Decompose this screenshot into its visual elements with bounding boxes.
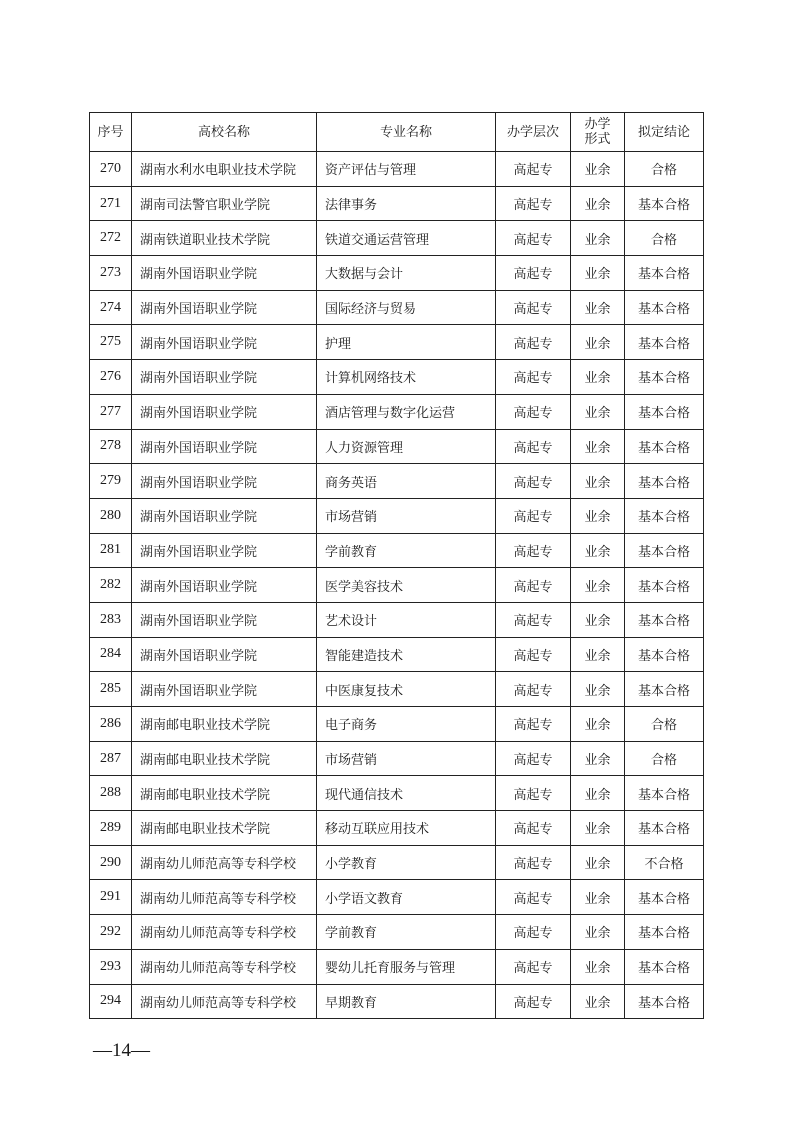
- cell-mode: 业余: [571, 845, 625, 880]
- cell-level: 高起专: [496, 845, 571, 880]
- cell-school: 湖南邮电职业技术学院: [132, 741, 317, 776]
- cell-index: 292: [90, 915, 132, 950]
- cell-major: 酒店管理与数字化运营: [317, 394, 496, 429]
- cell-conclusion: 基本合格: [625, 498, 704, 533]
- cell-conclusion: 基本合格: [625, 915, 704, 950]
- cell-level: 高起专: [496, 186, 571, 221]
- cell-school: 湖南铁道职业技术学院: [132, 221, 317, 256]
- cell-major: 小学语文教育: [317, 880, 496, 915]
- cell-major: 法律事务: [317, 186, 496, 221]
- cell-major: 市场营销: [317, 498, 496, 533]
- cell-index: 284: [90, 637, 132, 672]
- table-row: [90, 360, 704, 395]
- table-body: [90, 152, 704, 1019]
- cell-mode: 业余: [571, 429, 625, 464]
- table-row: [90, 290, 704, 325]
- cell-mode: 业余: [571, 880, 625, 915]
- cell-conclusion: 基本合格: [625, 602, 704, 637]
- cell-level: 高起专: [496, 776, 571, 811]
- cell-conclusion: 基本合格: [625, 290, 704, 325]
- cell-level: 高起专: [496, 498, 571, 533]
- header-mode-line2: 形式: [584, 132, 611, 147]
- cell-conclusion: 基本合格: [625, 533, 704, 568]
- cell-school: 湖南外国语职业学院: [132, 637, 317, 672]
- cell-mode: 业余: [571, 360, 625, 395]
- cell-index: 288: [90, 776, 132, 811]
- cell-level: 高起专: [496, 221, 571, 256]
- cell-school: 湖南外国语职业学院: [132, 325, 317, 360]
- cell-level: 高起专: [496, 672, 571, 707]
- header-conclusion: 拟定结论: [625, 113, 704, 152]
- cell-major: 智能建造技术: [317, 637, 496, 672]
- cell-mode: 业余: [571, 672, 625, 707]
- cell-index: 291: [90, 880, 132, 915]
- cell-school: 湖南外国语职业学院: [132, 533, 317, 568]
- cell-major: 计算机网络技术: [317, 360, 496, 395]
- cell-major: 早期教育: [317, 984, 496, 1019]
- table-row: [90, 811, 704, 846]
- cell-index: 282: [90, 568, 132, 603]
- cell-index: 280: [90, 498, 132, 533]
- cell-mode: 业余: [571, 707, 625, 742]
- cell-conclusion: 基本合格: [625, 811, 704, 846]
- cell-conclusion: 不合格: [625, 845, 704, 880]
- cell-level: 高起专: [496, 325, 571, 360]
- cell-index: 283: [90, 602, 132, 637]
- cell-level: 高起专: [496, 984, 571, 1019]
- cell-mode: 业余: [571, 533, 625, 568]
- cell-level: 高起专: [496, 915, 571, 950]
- cell-conclusion: 基本合格: [625, 672, 704, 707]
- cell-index: 275: [90, 325, 132, 360]
- table-row: [90, 186, 704, 221]
- cell-mode: 业余: [571, 776, 625, 811]
- cell-school: 湖南幼儿师范高等专科学校: [132, 949, 317, 984]
- cell-level: 高起专: [496, 741, 571, 776]
- cell-conclusion: 基本合格: [625, 186, 704, 221]
- cell-major: 医学美容技术: [317, 568, 496, 603]
- cell-major: 学前教育: [317, 533, 496, 568]
- cell-mode: 业余: [571, 256, 625, 291]
- cell-major: 人力资源管理: [317, 429, 496, 464]
- cell-index: 286: [90, 707, 132, 742]
- cell-conclusion: 基本合格: [625, 949, 704, 984]
- cell-conclusion: 基本合格: [625, 637, 704, 672]
- cell-major: 电子商务: [317, 707, 496, 742]
- cell-mode: 业余: [571, 290, 625, 325]
- cell-mode: 业余: [571, 325, 625, 360]
- cell-school: 湖南幼儿师范高等专科学校: [132, 845, 317, 880]
- cell-major: 护理: [317, 325, 496, 360]
- cell-index: 285: [90, 672, 132, 707]
- cell-index: 276: [90, 360, 132, 395]
- cell-major: 大数据与会计: [317, 256, 496, 291]
- evaluation-results-table: [89, 112, 704, 1019]
- cell-conclusion: 合格: [625, 741, 704, 776]
- cell-school: 湖南外国语职业学院: [132, 360, 317, 395]
- table-row: [90, 256, 704, 291]
- cell-mode: 业余: [571, 984, 625, 1019]
- table-row: [90, 637, 704, 672]
- table-row: [90, 394, 704, 429]
- table-row: [90, 845, 704, 880]
- cell-school: 湖南外国语职业学院: [132, 568, 317, 603]
- cell-mode: 业余: [571, 221, 625, 256]
- cell-index: 278: [90, 429, 132, 464]
- header-mode-line1: 办学: [584, 117, 611, 132]
- cell-major: 移动互联应用技术: [317, 811, 496, 846]
- cell-conclusion: 合格: [625, 707, 704, 742]
- cell-index: 294: [90, 984, 132, 1019]
- cell-index: 271: [90, 186, 132, 221]
- cell-level: 高起专: [496, 949, 571, 984]
- cell-level: 高起专: [496, 256, 571, 291]
- cell-conclusion: 基本合格: [625, 776, 704, 811]
- cell-major: 婴幼儿托育服务与管理: [317, 949, 496, 984]
- table-row: [90, 325, 704, 360]
- cell-conclusion: 合格: [625, 152, 704, 187]
- cell-conclusion: 基本合格: [625, 429, 704, 464]
- table-row: [90, 221, 704, 256]
- table-row: [90, 152, 704, 187]
- cell-level: 高起专: [496, 533, 571, 568]
- cell-conclusion: 基本合格: [625, 256, 704, 291]
- cell-mode: 业余: [571, 949, 625, 984]
- table-row: [90, 949, 704, 984]
- cell-mode: 业余: [571, 152, 625, 187]
- cell-major: 艺术设计: [317, 602, 496, 637]
- cell-school: 湖南外国语职业学院: [132, 256, 317, 291]
- cell-index: 270: [90, 152, 132, 187]
- cell-index: 274: [90, 290, 132, 325]
- cell-mode: 业余: [571, 741, 625, 776]
- cell-major: 市场营销: [317, 741, 496, 776]
- cell-index: 279: [90, 464, 132, 499]
- table-row: [90, 602, 704, 637]
- cell-index: 272: [90, 221, 132, 256]
- table-row: [90, 741, 704, 776]
- cell-conclusion: 基本合格: [625, 325, 704, 360]
- cell-mode: 业余: [571, 464, 625, 499]
- table-row: [90, 880, 704, 915]
- cell-mode: 业余: [571, 637, 625, 672]
- table-row: [90, 429, 704, 464]
- cell-level: 高起专: [496, 394, 571, 429]
- cell-school: 湖南外国语职业学院: [132, 290, 317, 325]
- cell-level: 高起专: [496, 707, 571, 742]
- header-index: 序号: [90, 113, 132, 152]
- cell-conclusion: 基本合格: [625, 360, 704, 395]
- cell-school: 湖南外国语职业学院: [132, 464, 317, 499]
- cell-school: 湖南司法警官职业学院: [132, 186, 317, 221]
- cell-level: 高起专: [496, 290, 571, 325]
- cell-school: 湖南外国语职业学院: [132, 429, 317, 464]
- cell-level: 高起专: [496, 152, 571, 187]
- cell-level: 高起专: [496, 880, 571, 915]
- cell-school: 湖南邮电职业技术学院: [132, 776, 317, 811]
- cell-mode: 业余: [571, 602, 625, 637]
- cell-major: 学前教育: [317, 915, 496, 950]
- header-level: 办学层次: [496, 113, 571, 152]
- cell-school: 湖南邮电职业技术学院: [132, 811, 317, 846]
- cell-school: 湖南外国语职业学院: [132, 672, 317, 707]
- header-school: 高校名称: [132, 113, 317, 152]
- cell-school: 湖南外国语职业学院: [132, 498, 317, 533]
- cell-level: 高起专: [496, 637, 571, 672]
- cell-major: 现代通信技术: [317, 776, 496, 811]
- cell-major: 小学教育: [317, 845, 496, 880]
- table-row: [90, 498, 704, 533]
- cell-school: 湖南外国语职业学院: [132, 394, 317, 429]
- cell-level: 高起专: [496, 464, 571, 499]
- header-major: 专业名称: [317, 113, 496, 152]
- table-row: [90, 915, 704, 950]
- cell-conclusion: 合格: [625, 221, 704, 256]
- cell-conclusion: 基本合格: [625, 880, 704, 915]
- cell-school: 湖南幼儿师范高等专科学校: [132, 915, 317, 950]
- cell-conclusion: 基本合格: [625, 394, 704, 429]
- cell-index: 290: [90, 845, 132, 880]
- cell-major: 国际经济与贸易: [317, 290, 496, 325]
- page-number: —14—: [93, 1040, 150, 1061]
- cell-level: 高起专: [496, 602, 571, 637]
- cell-mode: 业余: [571, 811, 625, 846]
- cell-level: 高起专: [496, 568, 571, 603]
- cell-school: 湖南幼儿师范高等专科学校: [132, 984, 317, 1019]
- cell-index: 281: [90, 533, 132, 568]
- cell-major: 铁道交通运营管理: [317, 221, 496, 256]
- cell-index: 287: [90, 741, 132, 776]
- cell-level: 高起专: [496, 360, 571, 395]
- table-row: [90, 464, 704, 499]
- cell-school: 湖南外国语职业学院: [132, 602, 317, 637]
- table-row: [90, 776, 704, 811]
- cell-conclusion: 基本合格: [625, 984, 704, 1019]
- cell-index: 293: [90, 949, 132, 984]
- cell-mode: 业余: [571, 568, 625, 603]
- cell-mode: 业余: [571, 915, 625, 950]
- cell-school: 湖南水利水电职业技术学院: [132, 152, 317, 187]
- cell-index: 273: [90, 256, 132, 291]
- cell-conclusion: 基本合格: [625, 568, 704, 603]
- cell-mode: 业余: [571, 394, 625, 429]
- cell-major: 商务英语: [317, 464, 496, 499]
- cell-level: 高起专: [496, 429, 571, 464]
- cell-conclusion: 基本合格: [625, 464, 704, 499]
- cell-mode: 业余: [571, 498, 625, 533]
- cell-index: 277: [90, 394, 132, 429]
- header-mode: [571, 113, 625, 152]
- cell-level: 高起专: [496, 811, 571, 846]
- table-header-row: [90, 113, 704, 152]
- table-row: [90, 672, 704, 707]
- cell-school: 湖南幼儿师范高等专科学校: [132, 880, 317, 915]
- cell-major: 资产评估与管理: [317, 152, 496, 187]
- cell-school: 湖南邮电职业技术学院: [132, 707, 317, 742]
- cell-index: 289: [90, 811, 132, 846]
- table-row: [90, 984, 704, 1019]
- table-row: [90, 533, 704, 568]
- cell-major: 中医康复技术: [317, 672, 496, 707]
- table-row: [90, 568, 704, 603]
- cell-mode: 业余: [571, 186, 625, 221]
- table-row: [90, 707, 704, 742]
